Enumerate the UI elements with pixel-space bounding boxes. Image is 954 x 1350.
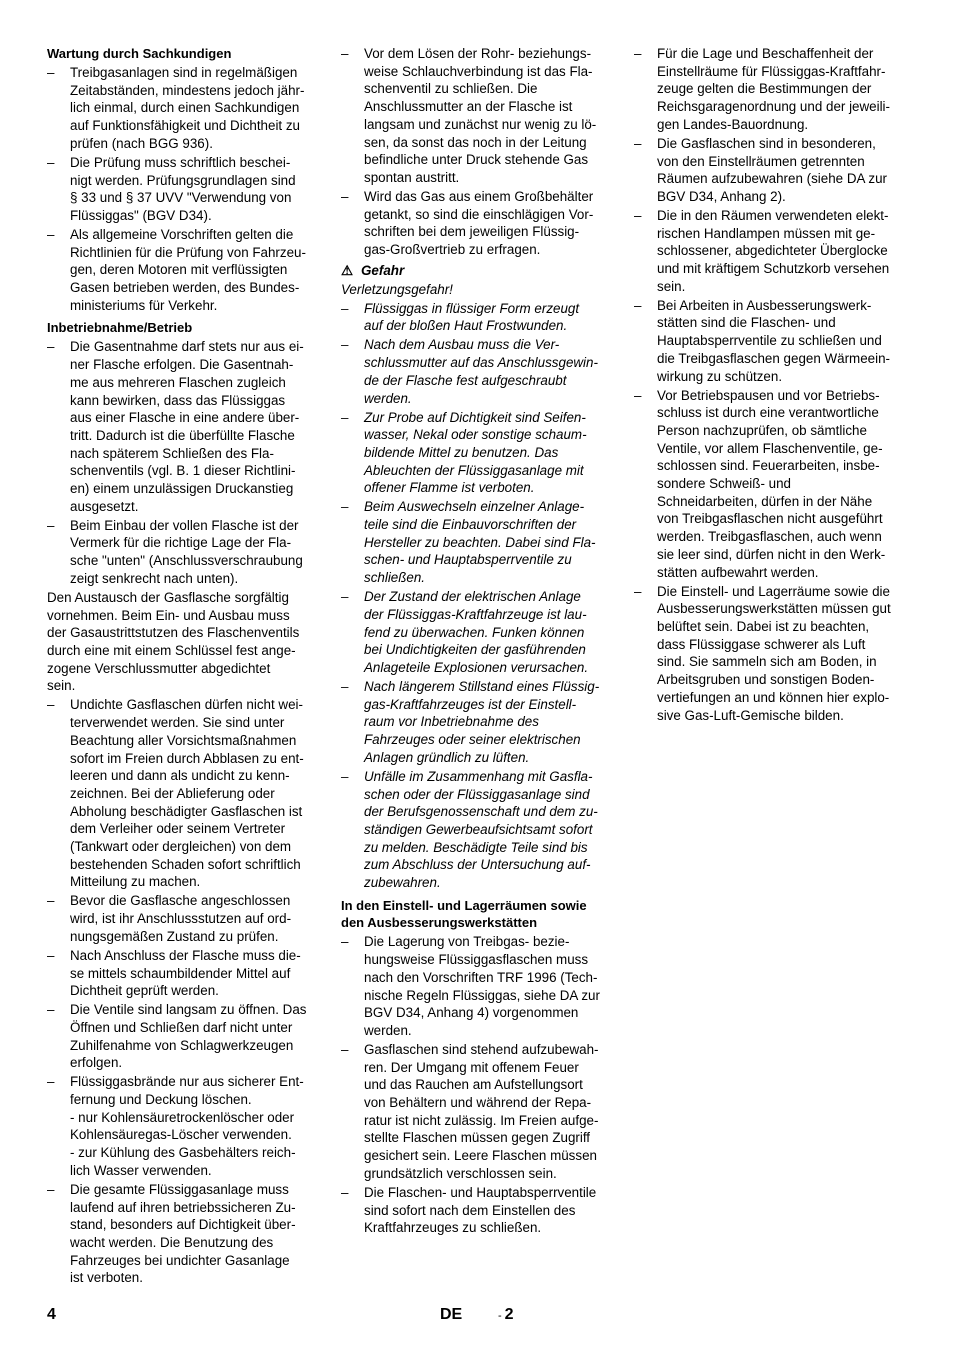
text-line: nungsgemäßen Zustand zu prüfen. — [70, 928, 279, 944]
text-line: nach den Vorschriften TRF 1996 (Tech- — [364, 969, 598, 985]
text-line: nach späterem Schließen des Fla- — [70, 445, 274, 461]
text-line: Zeitabständen, mindestens jedoch jähr- — [70, 82, 305, 98]
text-line: wirkung zu schützen. — [657, 368, 783, 384]
bullet-dash: – — [47, 1002, 55, 1018]
bullet-dash: – — [341, 300, 349, 316]
text-line: terverwendet werden. Sie sind unter — [70, 715, 285, 731]
bullet-dash: – — [47, 893, 55, 909]
text-line: nische Regeln Flüssiggas, siehe DA zur — [364, 987, 600, 1003]
text-line: Ausbesserungswerkstätten müssen gut — [657, 601, 891, 617]
bullet-dash: – — [341, 188, 349, 204]
list-item — [634, 297, 919, 386]
page-number: 4 — [47, 1306, 56, 1323]
text-line: von Treibgasflaschen nicht ausgeführt — [657, 511, 883, 527]
text-line: aus einer Flasche in eine andere über- — [70, 410, 300, 426]
text-line: leeren und dann als undicht zu kenn- — [70, 768, 290, 784]
list-item — [341, 336, 626, 407]
text-line: die Treibgasflaschen gegen Wärmeein- — [657, 350, 890, 366]
bullet-dash: – — [341, 499, 349, 515]
text-line: ausgesetzt. — [70, 498, 139, 514]
list-item — [634, 387, 919, 582]
bullet-dash: – — [634, 387, 642, 403]
list-item — [341, 588, 626, 677]
text-line: gas-Großvertrieb zu erfragen. — [364, 242, 541, 258]
text-line: me aus mehreren Flaschen zugleich — [70, 374, 286, 390]
text-line: schriften bei dem jeweiligen Flüssig- — [364, 224, 580, 240]
section-heading — [341, 897, 626, 932]
bullet-dash: – — [634, 46, 642, 61]
bullet-dash: – — [47, 226, 55, 242]
text-line: Fahrzeuges oder seiner elektrischen — [364, 732, 581, 748]
text-line: sind sofort nach dem Einstellen des — [364, 1202, 576, 1218]
danger-heading — [341, 262, 626, 280]
list-item — [47, 64, 332, 153]
text-line: sind. Sie sammeln sich am Boden, in — [657, 654, 877, 670]
text-line: schlossener, abgedichteter Überglocke — [657, 243, 888, 259]
text-line: teile sind die Einbauvorschriften der — [364, 517, 577, 533]
text-line: Gasen betrieben werden, des Bundes- — [70, 280, 300, 296]
text-line: gen Landes-Bauordnung. — [657, 116, 809, 132]
warning-triangle-icon: ⚠ — [341, 262, 354, 278]
text-line: sive Gas-Luft-Gemische bilden. — [657, 707, 844, 723]
language-code: DE — [440, 1306, 463, 1323]
text-line: Für die Lage und Beschaffenheit der — [657, 46, 874, 61]
text-line: Wird das Gas aus einem Großbehälter — [364, 188, 594, 204]
text-line: Öffnen und Schließen darf nicht unter — [70, 1019, 293, 1035]
text-line: Den Austausch der Gasflasche sorgfältig — [47, 589, 289, 605]
bullet-dash: – — [341, 409, 349, 425]
text-line: Beim Auswechseln einzelner Anlage- — [364, 499, 585, 515]
text-line: Nach längerem Stillstand eines Flüssig- — [364, 678, 600, 694]
list-item — [47, 947, 332, 1000]
text-line: ren. Der Umgang mit offenem Feuer — [364, 1059, 579, 1075]
text-line: werden. — [364, 390, 412, 406]
list-item — [47, 226, 332, 315]
text-line: Mitteilung zu machen. — [70, 874, 201, 890]
bullet-dash: – — [341, 1041, 349, 1057]
text-line: wasser, Nekal oder sonstige schaum- — [364, 427, 587, 443]
text-line: zeichnen. Bei der Ablieferung oder — [70, 785, 275, 801]
bullet-dash: – — [47, 517, 55, 533]
list-item — [47, 892, 332, 945]
list-item — [341, 768, 626, 892]
text-line: prüfen (nach BGG 936). — [70, 135, 213, 151]
text-line: Die gesamte Flüssiggasanlage muss — [70, 1181, 289, 1197]
text-line: gesichert sein. Leere Flaschen müssen — [364, 1148, 597, 1164]
text-line: Nach dem Ausbau muss die Ver- — [364, 337, 560, 353]
bullet-dash: – — [47, 339, 55, 355]
text-line: und mit kräftigem Schutzkorb versehen — [657, 261, 890, 277]
text-line: auf Funktionsfähigkeit und Dichtheit zu — [70, 118, 301, 134]
text-line: ratur ist nicht zulässig. Im Freien aufge- — [364, 1112, 599, 1128]
text-line: den Ausbesserungswerkstätten — [341, 915, 538, 931]
list-item — [341, 1184, 626, 1237]
text-line: Einstellräume für Flüssiggas-Kraftfahr- — [657, 63, 886, 79]
text-line: zum Abschluss der Untersuchung auf- — [364, 857, 591, 873]
list-item — [47, 1001, 332, 1072]
text-line: - nur Kohlensäuretrockenlöscher oder — [70, 1109, 295, 1125]
text-line: schluss ist durch eine verantwortliche — [657, 405, 879, 421]
bullet-dash: – — [47, 154, 55, 170]
text-line: (Tankwart oder dergleichen) von dem — [70, 839, 292, 855]
text-line: vertiefungen an und können hier explo- — [657, 689, 890, 705]
text-line: sie leer sind, dürfen nicht in den Werk- — [657, 546, 886, 562]
text-line: zeigt senkrecht nach unten). — [70, 570, 239, 586]
text-line: sein. — [47, 678, 76, 694]
text-line: der Berufsgenossenschaft und dem zu- — [364, 804, 598, 820]
text-line: spontan austritt. — [364, 169, 460, 185]
text-line: ministeriums für Verkehr. — [70, 297, 218, 313]
text-line: Zur Probe auf Dichtigkeit sind Seifen- — [364, 409, 586, 425]
text-line: Ableuchten der Flüssiggasanlage mit — [364, 462, 584, 478]
text-line: laufend auf ihren betriebssicheren Zu- — [70, 1199, 296, 1215]
text-line: Anlageteile Explosionen verursachen. — [364, 659, 589, 675]
text-line: Räumen aufzubewahren (siehe DA zur — [657, 171, 888, 187]
text-line: schenventil zu schließen. Die — [364, 81, 538, 97]
text-line: bildende Mittel zu benutzen. Das — [364, 444, 559, 460]
text-line: en) einem unzulässigen Druckanstieg — [70, 481, 294, 497]
text-line: Bei Arbeiten in Ausbesserungswerk- — [657, 297, 872, 313]
text-line: Die Prüfung muss schriftlich beschei- — [70, 154, 291, 170]
text-line: Verletzungsgefahr! — [341, 281, 453, 297]
text-line: Die Lagerung von Treibgas- bezie- — [364, 934, 570, 950]
text-line: Vor dem Lösen der Rohr- beziehungs- — [364, 46, 592, 61]
text-line: sen, da sonst das noch in der Leitung — [364, 134, 587, 150]
text-line: zogene Verschlussmutter abgedichtet — [47, 660, 271, 676]
text-line: Die Flaschen- und Hauptabsperrventile — [364, 1184, 597, 1200]
list-item — [47, 696, 332, 891]
list-item — [47, 154, 332, 225]
text-line: Als allgemeine Vorschriften gelten die — [70, 226, 294, 242]
text-line: Die Gasentnahme darf stets nur aus ei- — [70, 339, 304, 355]
text-line: se mittels schaumbildender Mittel auf — [70, 965, 291, 981]
text-line: fend zu überwachen. Funken können — [364, 624, 585, 640]
bullet-dash: – — [341, 46, 349, 61]
text-line: Beachtung aller Vorsichtsmaßnahmen — [70, 732, 297, 748]
text-line: getankt, so sind die einschlägigen Vor- — [364, 206, 594, 222]
text-line: offener Flamme ist verboten. — [364, 480, 535, 496]
text-line: ständigen Gewerbeaufsichtsamt sofort — [364, 821, 593, 837]
bullet-dash: – — [47, 65, 55, 80]
text-line: wird, ist ihr Anschlussstutzen auf ord- — [70, 911, 292, 927]
list-item — [341, 188, 626, 259]
text-line: ist verboten. — [70, 1270, 143, 1286]
list-item — [341, 933, 626, 1039]
text-line: der Flüssiggas-Kraftfahrzeuge ist lau- — [364, 606, 587, 622]
text-line: Treibgasanlagen sind in regelmäßigen — [70, 65, 298, 80]
text-line: zubewahren. — [364, 875, 441, 891]
section-hyphen: - — [498, 1310, 502, 1322]
text-line: zu melden. Beschädigte Teile sind bis — [364, 839, 588, 855]
list-item — [341, 409, 626, 498]
text-line: Bevor die Gasflasche angeschlossen — [70, 893, 291, 909]
list-item — [47, 1073, 332, 1179]
text-line: von Behältern und während der Repa- — [364, 1095, 592, 1111]
list-item — [341, 300, 626, 335]
bullet-dash: – — [341, 589, 349, 605]
bullet-dash: – — [634, 135, 642, 151]
text-line: zeuge gelten die Bestimmungen der — [657, 81, 872, 97]
text-line: Zuhilfenahme von Schlagwerkzeugen — [70, 1037, 294, 1053]
text-line: Abholung beschädigter Gasflaschen ist — [70, 803, 303, 819]
list-item — [47, 338, 332, 515]
text-line: Nach Anschluss der Flasche muss die- — [70, 947, 301, 963]
text-line: schen- und Hauptabsperrventile zu — [364, 552, 572, 568]
paragraph — [47, 589, 332, 695]
text-line: Richtlinien für die Prüfung von Fahrzeu- — [70, 244, 306, 260]
text-line: nigt werden. Prüfungsgrundlagen sind — [70, 172, 296, 188]
column-2 — [341, 45, 626, 1237]
text-line: tritt. Dadurch ist die überfüllte Flasche — [70, 427, 295, 443]
text-line: Die Einstell- und Lagerräume sowie die — [657, 583, 890, 599]
text-line: Flüssiggas" (BGV D34). — [70, 207, 212, 223]
bullet-dash: – — [341, 1184, 349, 1200]
danger-label: Gefahr — [361, 262, 405, 278]
text-line: grundsätzlich verschlossen sein. — [364, 1165, 557, 1181]
text-line: raum vor Inbetriebnahme des — [364, 714, 539, 730]
text-line: werden. Treibgasflaschen, auch wenn — [657, 529, 882, 545]
text-line: Reichsgaragenordnung und der jeweili- — [657, 99, 890, 115]
text-line: Hersteller zu beachten. Dabei sind Fla- — [364, 534, 596, 550]
text-line: bei Undichtigkeiten der gasführenden — [364, 642, 586, 658]
text-line: Kraftfahrzeuges zu schließen. — [364, 1220, 542, 1236]
text-line: dem Verleiher oder seinem Vertreter — [70, 821, 286, 837]
bullet-dash: – — [634, 583, 642, 599]
text-line: lich einmal, durch einen Sachkundigen — [70, 100, 300, 116]
text-line: sofort im Freien durch Abblasen zu ent- — [70, 750, 304, 766]
text-line: Dichtheit geprüft werden. — [70, 983, 219, 999]
text-line: der Gasaustrittstutzen des Flaschenventils — [47, 625, 300, 641]
text-line: langsam und zunächst nur wenig zu lö- — [364, 116, 597, 132]
text-line: stand, besonders auf Dichtigkeit über- — [70, 1217, 296, 1233]
section-heading — [47, 319, 332, 337]
text-line: schließen. — [364, 570, 426, 586]
text-line: Schneidarbeiten, dürfen in der Nähe — [657, 493, 873, 509]
text-line: dass Flüssiggase schwerer als Luft — [657, 636, 866, 652]
text-line: befindliche unter Druck stehende Gas — [364, 152, 589, 168]
text-line: vornehmen. Beim Ein- und Ausbau muss — [47, 607, 290, 623]
text-line: Hauptabsperrventile zu schließen und — [657, 333, 882, 349]
text-line: Vor Betriebspausen und vor Betriebs- — [657, 387, 880, 403]
list-item — [47, 1181, 332, 1287]
text-line — [341, 262, 626, 280]
list-item — [341, 498, 626, 587]
text-line: Gasflaschen sind stehend aufzubewah- — [364, 1041, 599, 1057]
text-line: § 33 und § 37 UVV "Verwendung von — [70, 190, 292, 206]
text-line: Der Zustand der elektrischen Anlage — [364, 589, 581, 605]
bullet-dash: – — [634, 297, 642, 313]
text-line: Wartung durch Sachkundigen — [47, 46, 232, 61]
text-line: und das Rauchen am Aufstellungsort — [364, 1077, 583, 1093]
bullet-dash: – — [341, 934, 349, 950]
text-line: stellte Flaschen müssen gegen Zugriff — [364, 1130, 591, 1146]
text-line: gas-Kraftfahrzeuges ist der Einstell- — [364, 696, 577, 712]
text-line: gen, deren Motoren mit verflüssigten — [70, 262, 288, 278]
list-item — [341, 678, 626, 767]
bullet-dash: – — [47, 1181, 55, 1197]
text-line: lich Wasser verwenden. — [70, 1162, 212, 1178]
text-line: Die Gasflaschen sind in besonderen, — [657, 135, 876, 151]
text-line: hungsweise Flüssiggasflaschen muss — [364, 952, 589, 968]
text-line: Flüssiggas in flüssiger Form erzeugt — [364, 300, 580, 316]
text-line: auf der bloßen Haut Frostwunden. — [364, 318, 568, 334]
section-heading — [47, 45, 332, 63]
text-line: erfolgen. — [70, 1055, 123, 1071]
bullet-dash: – — [341, 768, 349, 784]
column-1 — [47, 45, 332, 1287]
text-line: BGV D34, Anhang 2). — [657, 188, 786, 204]
section-page — [498, 1306, 514, 1324]
text-line: fernung und Deckung löschen. — [70, 1092, 252, 1108]
text-line: Flüssiggasbrände nur aus sicherer Ent- — [70, 1074, 304, 1090]
text-line: sein. — [657, 278, 686, 294]
text-line: Arbeitsgruben und sonstigen Boden- — [657, 672, 875, 688]
text-line: Inbetriebnahme/Betrieb — [47, 320, 193, 336]
text-line: schen oder der Flüssiggasanlage sind — [364, 786, 590, 802]
text-line: Die Ventile sind langsam zu öffnen. Das — [70, 1002, 307, 1018]
list-item — [634, 207, 919, 296]
text-line: durch eine mit einem Schlüssel fest ange- — [47, 642, 296, 658]
text-line: sche "unten" (Anschlussverschraubung — [70, 553, 303, 569]
text-line: schlossen sind. Feuerarbeiten, insbe- — [657, 458, 880, 474]
text-line: bestehenden Schaden sofort schriftlich — [70, 856, 301, 872]
text-line: weise Schlauchverbindung ist das Fla- — [364, 63, 593, 79]
text-line: wacht werden. Die Benutzung des — [70, 1234, 274, 1250]
text-line: rischen Handlampen müssen mit ge- — [657, 225, 876, 241]
text-line: Person nachzuprüfen, ob sämtliche — [657, 422, 867, 438]
text-line: belüftet sein. Dabei ist zu beachten, — [657, 618, 870, 634]
text-line: sondere Schweiß- und — [657, 476, 791, 492]
text-line: ner Flasche erfolgen. Die Gasentnah- — [70, 357, 294, 373]
text-line: Beim Einbau der vollen Flasche ist der — [70, 517, 299, 533]
list-item — [341, 45, 626, 187]
text-line: Unfälle im Zusammenhang mit Gasfla- — [364, 768, 593, 784]
text-line: Anschlussmutter an der Flasche ist — [364, 99, 573, 115]
bullet-dash: – — [47, 947, 55, 963]
text-line: In den Einstell- und Lagerräumen sowie — [341, 897, 587, 913]
text-line: Anlagen gründlich zu lüften. — [364, 749, 530, 765]
bullet-dash: – — [341, 678, 349, 694]
text-line: von den Einstellräumen getrennten — [657, 153, 865, 169]
list-item — [634, 45, 919, 134]
column-3 — [634, 45, 919, 724]
bullet-dash: – — [47, 1074, 55, 1090]
text-line: BGV D34, Anhang 4) vorgenommen — [364, 1005, 579, 1021]
text-line: schenventils (vgl. B. 1 dieser Richtlini- — [70, 463, 296, 479]
text-line: Kohlensäuregas-Löscher verwenden. — [70, 1127, 292, 1143]
text-line: de der Flasche fest aufgeschraubt — [364, 372, 567, 388]
text-line: werden. — [364, 1022, 412, 1038]
text-line: kann bewirken, dass das Flüssiggas — [70, 392, 286, 408]
paragraph — [341, 281, 626, 299]
bullet-dash: – — [634, 207, 642, 223]
list-item — [634, 135, 919, 206]
list-item — [341, 1041, 626, 1183]
section-page-number: 2 — [504, 1306, 514, 1323]
text-line: stätten aufbewahrt werden. — [657, 564, 819, 580]
bullet-dash: – — [47, 697, 55, 713]
text-line: stätten sind die Flaschen- und — [657, 315, 836, 331]
text-line: Vermerk für die richtige Lage der Fla- — [70, 535, 292, 551]
text-line: Ventile, vor allem Flaschenventile, ge- — [657, 440, 883, 456]
text-line: schlussmutter auf das Anschlussgewin- — [364, 355, 598, 371]
list-item — [47, 517, 332, 588]
bullet-dash: – — [341, 337, 349, 353]
text-line: Undichte Gasflaschen dürfen nicht wei- — [70, 697, 303, 713]
list-item — [634, 583, 919, 725]
text-line: - zur Kühlung des Gasbehälters reich- — [70, 1145, 296, 1161]
text-line: Die in den Räumen verwendeten elekt- — [657, 207, 889, 223]
text-line: Fahrzeuges bei undichter Gasanlage — [70, 1252, 290, 1268]
